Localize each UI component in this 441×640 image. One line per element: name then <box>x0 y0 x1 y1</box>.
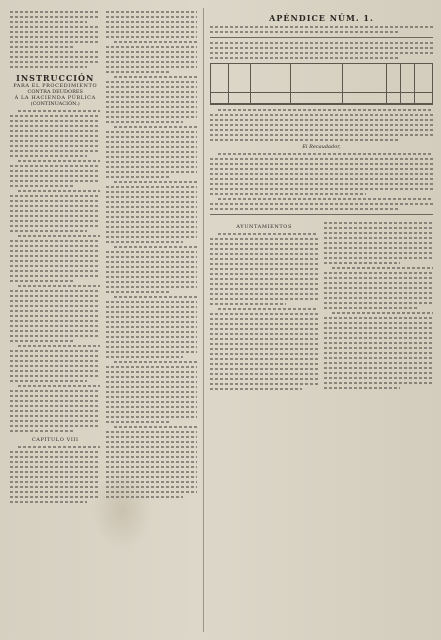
recaudador-signature: El Recaudador, <box>302 144 341 150</box>
ayuntamientos-heading: AYUNTAMIENTOS <box>236 224 293 230</box>
column-right <box>203 8 433 632</box>
column-middle <box>106 8 196 632</box>
column-left <box>10 8 100 632</box>
appendix-table <box>210 63 433 105</box>
appendix-heading: APÉNDICE NÚM. 1. <box>269 13 374 23</box>
instruccion-heading: INSTRUCCIÓN PARA EL PROCEDIMIENTO CONTRA DEUDORES Á LA HACIENDA PÚBLICA (CONTINUACIÓN.) <box>13 73 98 107</box>
capitulo-heading: CAPÍTULO VIII <box>31 437 79 443</box>
